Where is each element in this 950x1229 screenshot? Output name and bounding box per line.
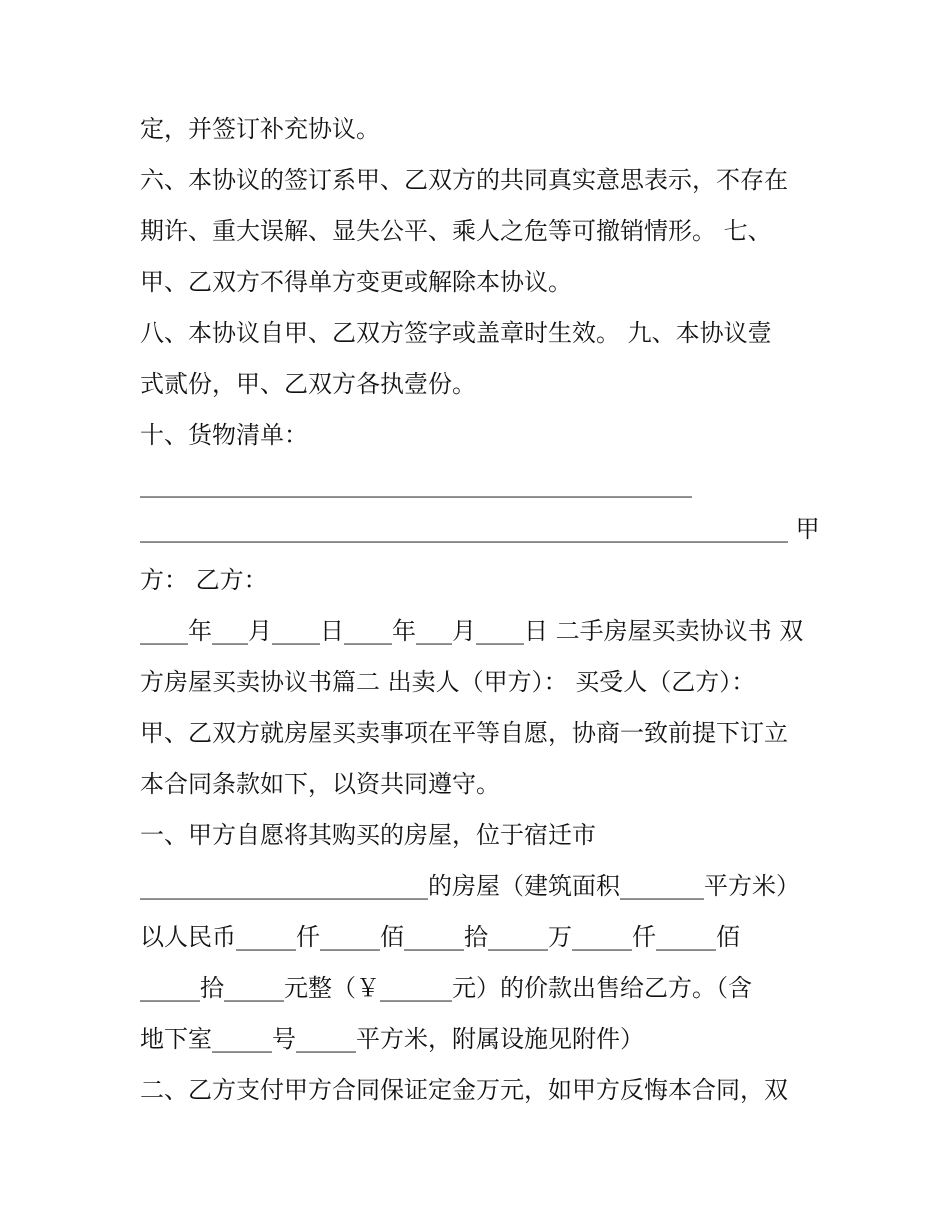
- blank-signature-line: ______________________________________________: [140, 470, 692, 498]
- text-line: 八、本协议自甲、乙双方签字或盖章时生效。 九、本协议壹: [140, 319, 772, 347]
- text-line: _____拾_____元整（￥______元）的价款出售给乙方。（含: [140, 974, 752, 1002]
- date-line: ____年___月____日____年___月____日 二手房屋买卖协议书 双: [140, 617, 804, 645]
- text-line: 一、甲方自愿将其购买的房屋，位于宿迁市: [140, 821, 596, 849]
- blank-signature-line: ______________________________________________________ 甲: [140, 515, 820, 543]
- text-line: 二、乙方支付甲方合同保证定金万元，如甲方反悔本合同，双: [140, 1076, 788, 1104]
- text-line: 甲、乙双方就房屋买卖事项在平等自愿，协商一致前提下订立: [140, 719, 788, 747]
- text-line: 本合同条款如下，以资共同遵守。: [140, 770, 500, 798]
- text-line: 以人民币_____仟_____佰_____拾_____万_____仟_____佰: [140, 923, 740, 951]
- text-line: 甲、乙双方不得单方变更或解除本协议。: [140, 268, 572, 296]
- text-line: 式贰份，甲、乙双方各执壹份。: [140, 370, 476, 398]
- text-line: 定，并签订补充协议。: [140, 115, 380, 143]
- text-line: 方房屋买卖协议书篇二 出卖人（甲方）： 买受人（乙方）：: [140, 668, 756, 696]
- text-line: 地下室_____号_____平方米，附属设施见附件）: [140, 1025, 644, 1053]
- text-line: 十、货物清单：: [140, 421, 308, 449]
- text-line: 方： 乙方：: [140, 566, 268, 594]
- text-line: 期许、重大误解、显失公平、乘人之危等可撤销情形。 七、: [140, 217, 772, 245]
- text-line: 六、本协议的签订系甲、乙双方的共同真实意思表示，不存在: [140, 166, 788, 194]
- text-line: ________________________的房屋（建筑面积_______平方米）: [140, 872, 800, 900]
